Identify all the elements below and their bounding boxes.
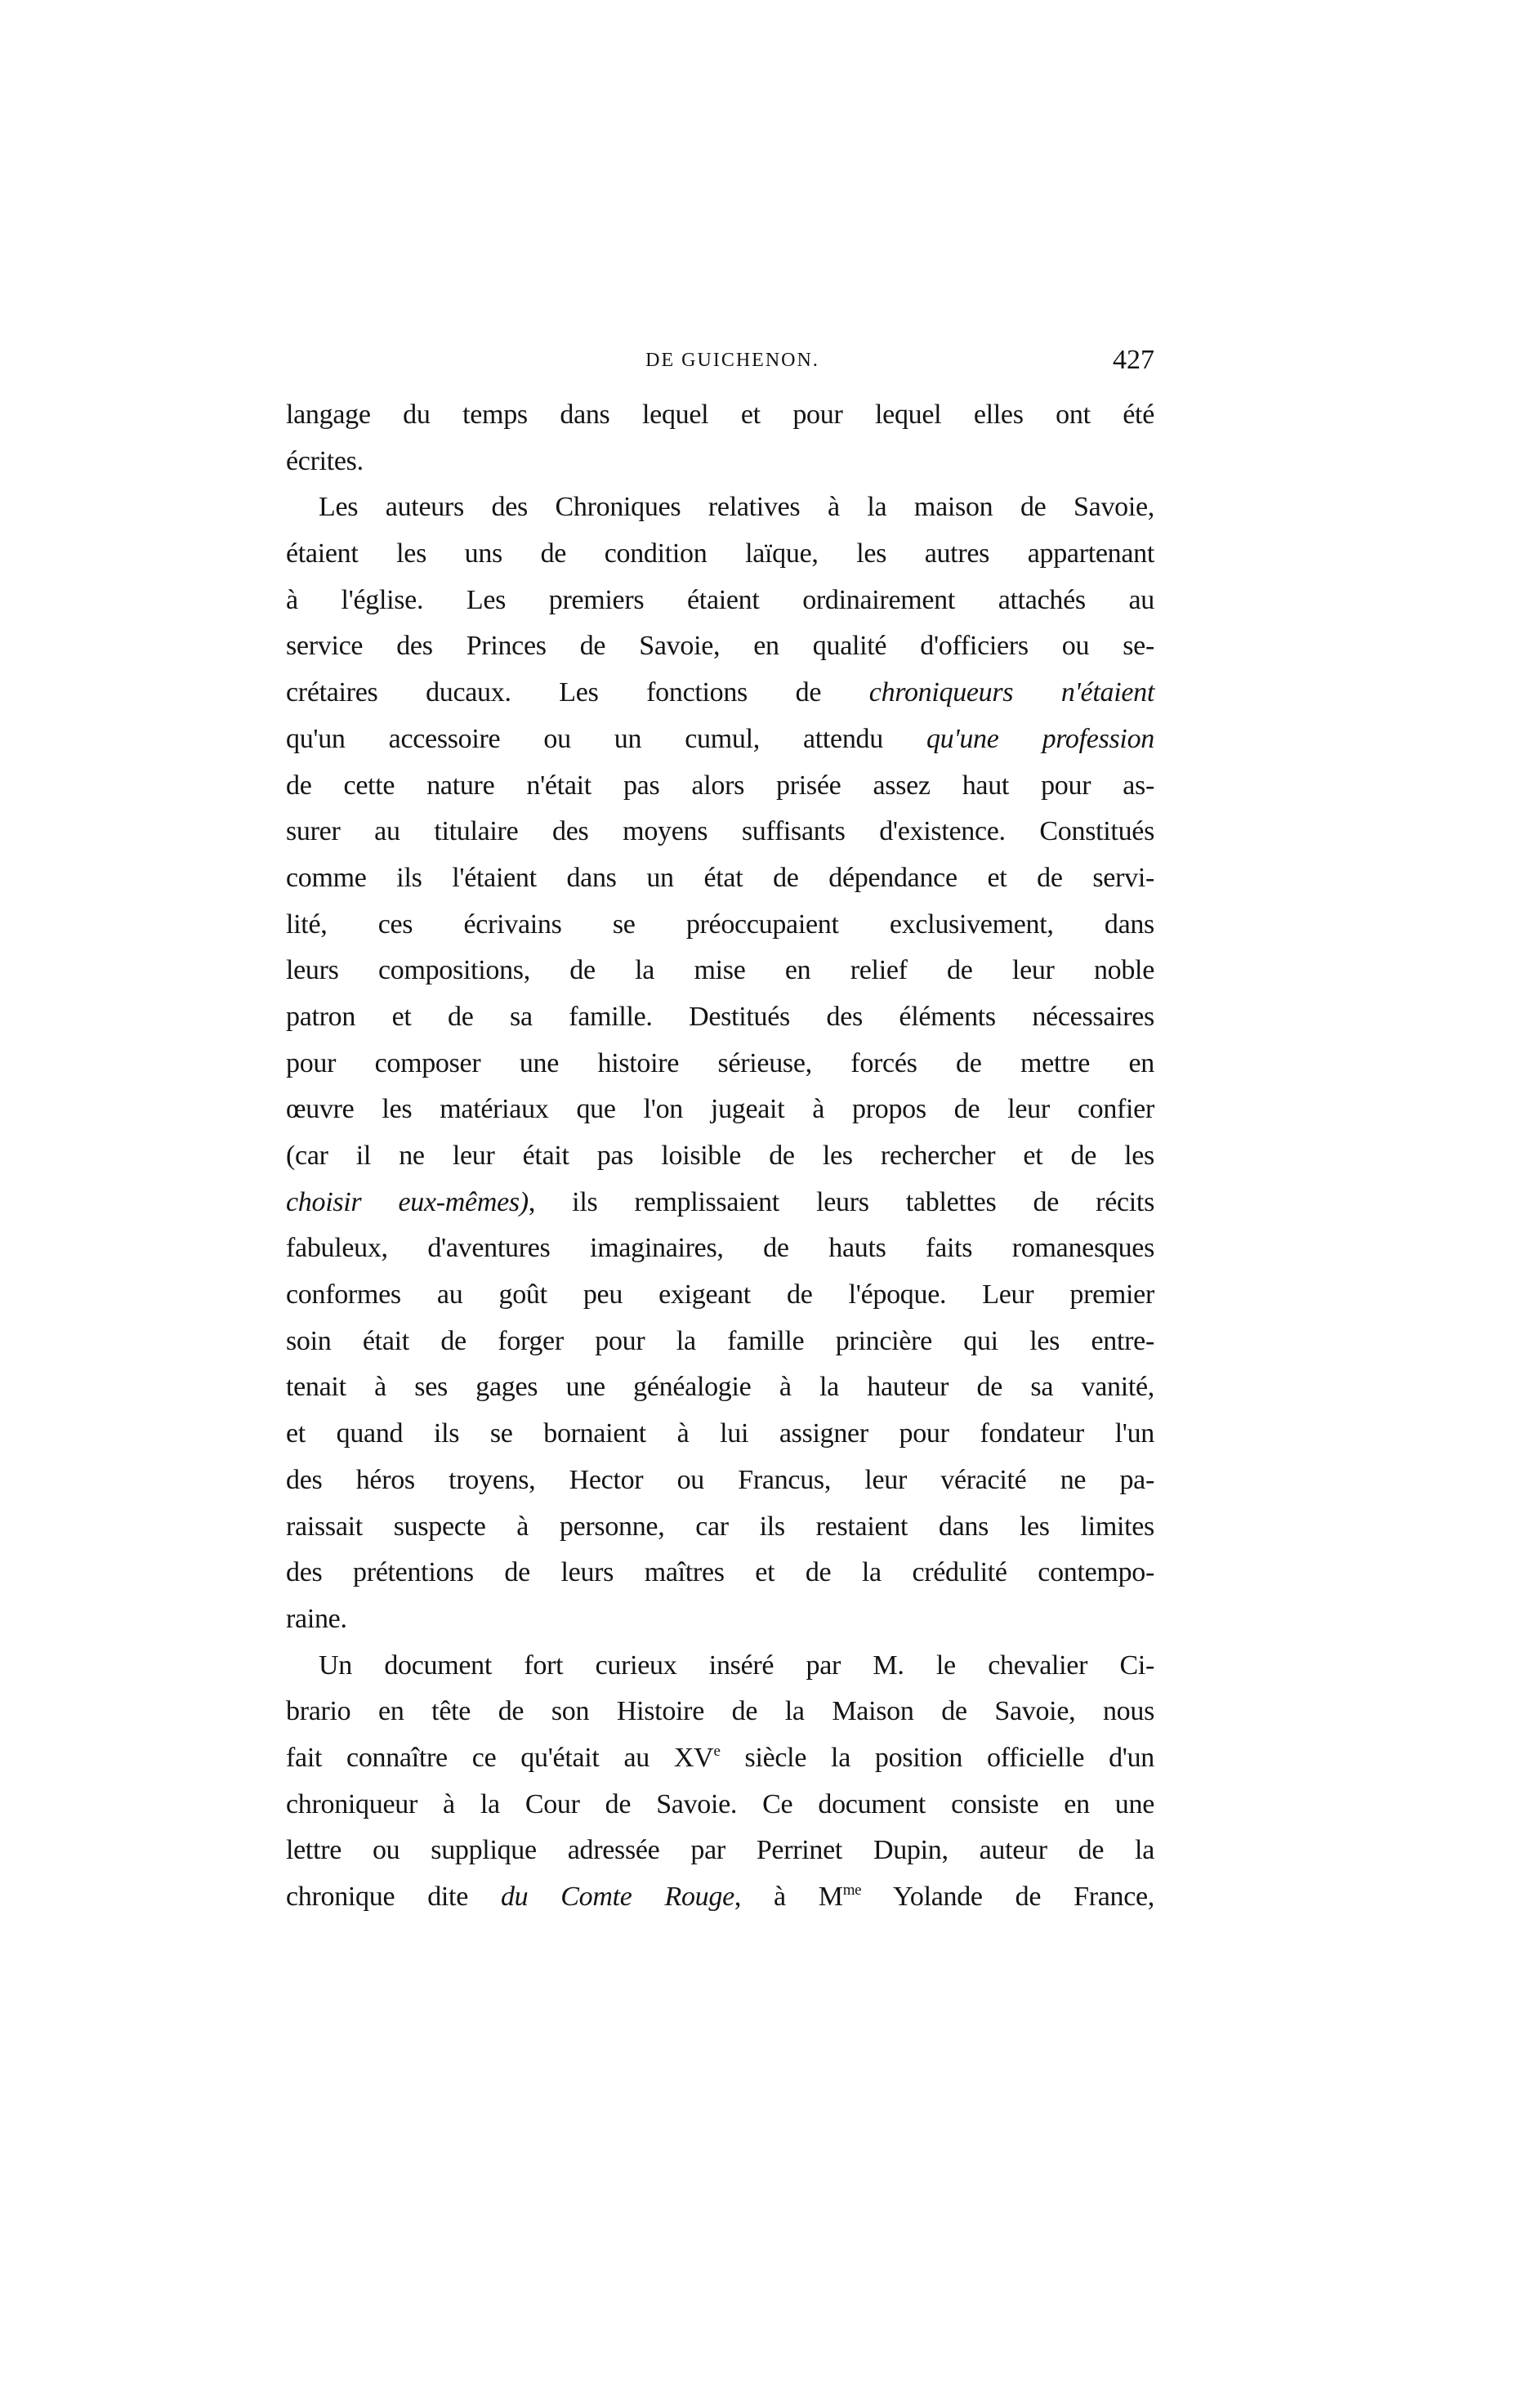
text-line	[286, 1226, 1154, 1272]
text-line	[286, 1689, 1154, 1735]
running-head-title: DE GUICHENON.	[645, 350, 819, 371]
text-line	[286, 1180, 1154, 1226]
italic-text: chroniqueurs n'étaient	[868, 677, 1154, 708]
text-segment: raissait suspecte à personne, car ils restaient dans les limites	[286, 1511, 1154, 1542]
italic-text: qu'une profession	[926, 723, 1154, 754]
text-segment: service des Princes de Savoie, en qualité d'officiers ou se-	[286, 631, 1154, 662]
text-segment: pour composer une histoire sérieuse, forcés de mettre en	[286, 1047, 1154, 1078]
body-text	[286, 392, 1154, 1921]
text-line	[286, 1874, 1154, 1921]
text-line	[286, 809, 1154, 855]
text-line	[286, 1596, 1154, 1643]
text-segment: étaient les uns de condition laïque, les autres appartenant	[286, 538, 1154, 569]
text-segment: fabuleux, d'aventures imaginaires, de hauts faits romanesques	[286, 1233, 1154, 1264]
text-segment: Yolande de France,	[861, 1882, 1154, 1912]
text-line	[286, 392, 1154, 439]
text-line	[286, 670, 1154, 717]
text-line	[286, 902, 1154, 949]
text-line	[286, 578, 1154, 624]
text-line	[286, 1272, 1154, 1319]
text-segment: (car il ne leur était pas loisible de les rechercher et de les	[286, 1141, 1154, 1171]
text-line	[286, 623, 1154, 670]
italic-text: du Comte Rouge	[500, 1882, 734, 1912]
text-segment: écrites.	[286, 445, 364, 476]
text-line	[286, 994, 1154, 1041]
text-line	[286, 531, 1154, 578]
text-line	[286, 855, 1154, 902]
text-segment: des prétentions de leurs maîtres et de la crédulité contempo-	[286, 1557, 1154, 1588]
text-segment: et quand ils se bornaient à lui assigner pour fondateur l'un	[286, 1418, 1154, 1449]
text-segment: patron et de sa famille. Destitués des éléments nécessaires	[286, 1001, 1154, 1032]
text-segment: surer au titulaire des moyens suffisants d'existence. Constitués	[286, 816, 1154, 847]
text-line	[286, 1411, 1154, 1458]
text-line	[286, 1041, 1154, 1087]
text-segment: fait connaître ce qu'était au XV	[286, 1742, 714, 1773]
text-segment: œuvre les matériaux que l'on jugeait à propos de leur confier	[286, 1094, 1154, 1125]
superscript: me	[842, 1882, 862, 1899]
text-segment: Les auteurs des Chroniques relatives à la maison de Savoie,	[319, 492, 1154, 523]
text-segment: , ils remplissaient leurs tablettes de récits	[528, 1186, 1154, 1217]
text-segment: soin était de forger pour la famille princière qui les entre-	[286, 1325, 1154, 1356]
italic-text: choisir eux-mêmes)	[286, 1186, 529, 1217]
text-segment: raine.	[286, 1603, 347, 1634]
text-segment: siècle la position officielle d'un	[720, 1742, 1154, 1773]
text-segment: de cette nature n'était pas alors prisée assez haut pour as-	[286, 770, 1154, 801]
text-segment: qu'un accessoire ou un cumul, attendu	[286, 723, 926, 754]
text-segment: , à M	[734, 1882, 843, 1912]
text-segment: à l'église. Les premiers étaient ordinairement attachés au	[286, 584, 1154, 615]
text-line	[286, 484, 1154, 531]
text-line	[286, 1364, 1154, 1411]
text-segment: chronique dite	[286, 1882, 501, 1912]
text-line	[286, 948, 1154, 994]
text-line	[286, 1782, 1154, 1828]
text-segment: comme ils l'étaient dans un état de dépendance et de servi-	[286, 862, 1154, 893]
text-segment: lité, ces écrivains se préoccupaient exclusivement, dans	[286, 909, 1154, 940]
text-segment: langage du temps dans lequel et pour lequel elles ont été	[286, 400, 1154, 430]
text-line	[286, 763, 1154, 810]
text-segment: des héros troyens, Hector ou Francus, leur véracité ne pa-	[286, 1464, 1154, 1495]
text-line	[286, 1550, 1154, 1596]
text-segment: crétaires ducaux. Les fonctions de	[286, 677, 869, 708]
page-number: 427	[1113, 345, 1154, 375]
text-segment: lettre ou supplique adressée par Perrinet Dupin, auteur de la	[286, 1835, 1154, 1866]
text-segment: brario en tête de son Histoire de la Maison de Savoie, nous	[286, 1696, 1154, 1727]
text-line	[286, 1087, 1154, 1133]
text-line	[286, 1504, 1154, 1551]
text-line	[286, 1735, 1154, 1782]
superscript: e	[713, 1742, 721, 1760]
text-line	[286, 1828, 1154, 1874]
text-segment: tenait à ses gages une généalogie à la hauteur de sa vanité,	[286, 1372, 1154, 1403]
text-line	[286, 1643, 1154, 1690]
text-line	[286, 1133, 1154, 1180]
text-segment: chroniqueur à la Cour de Savoie. Ce document consiste en une	[286, 1788, 1154, 1819]
text-line	[286, 717, 1154, 763]
text-segment: Un document fort curieux inséré par M. le chevalier Ci-	[319, 1650, 1154, 1681]
text-line	[286, 439, 1154, 485]
text-segment: leurs compositions, de la mise en relief de leur noble	[286, 955, 1154, 986]
running-head	[286, 343, 1154, 379]
text-line	[286, 1458, 1154, 1504]
text-line	[286, 1319, 1154, 1365]
text-segment: conformes au goût peu exigeant de l'époque. Leur premier	[286, 1279, 1154, 1310]
